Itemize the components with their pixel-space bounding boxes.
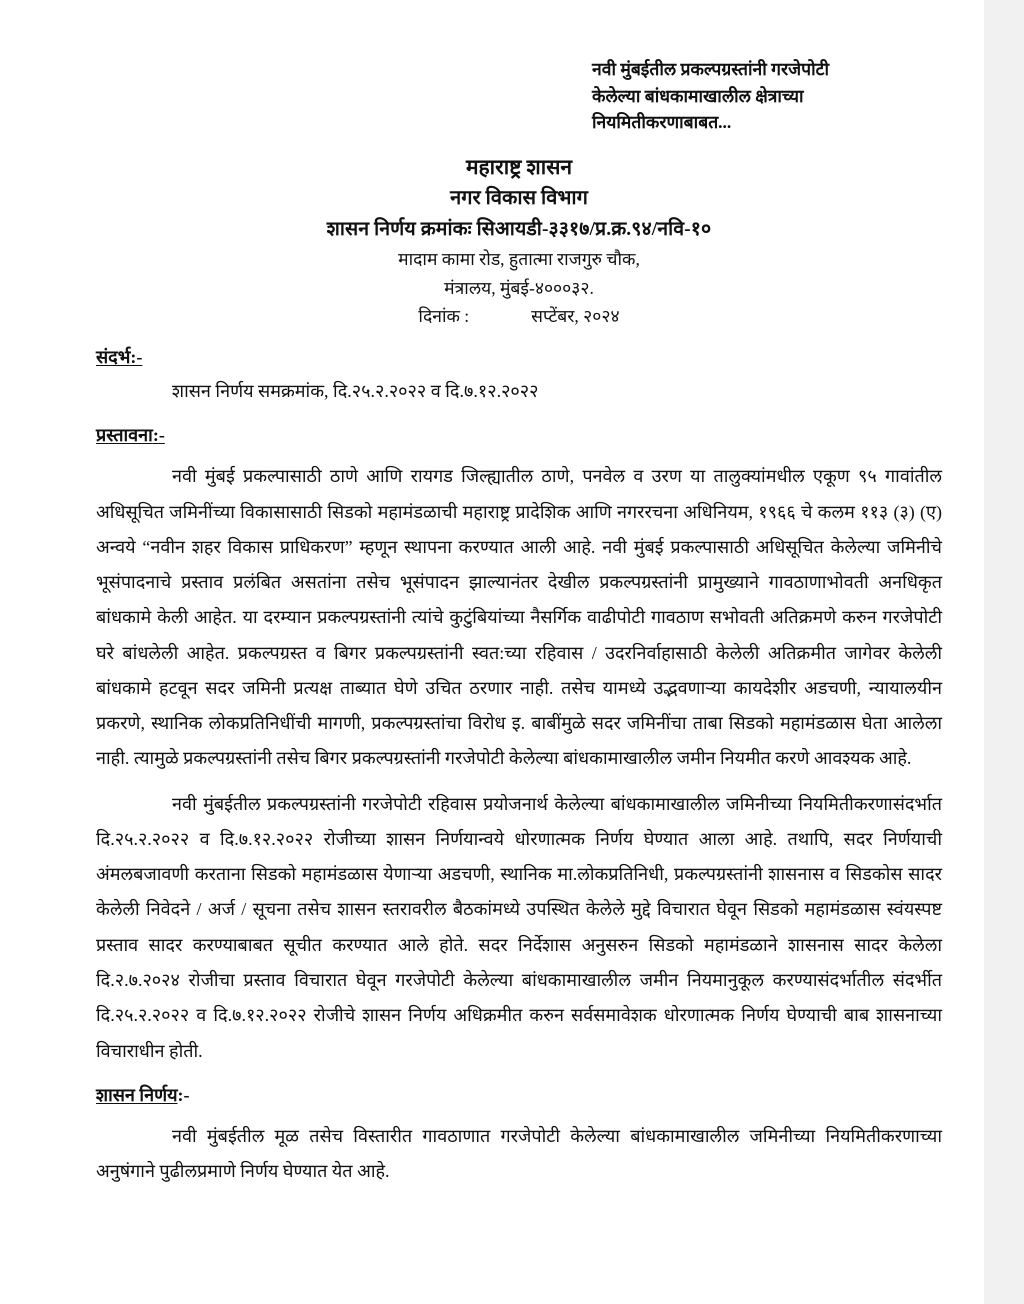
- gr-number: शासन निर्णय क्रमांकः सिआयडी-३३१७/प्र.क्र.९४/नवि-१०: [326, 219, 712, 241]
- preamble-paragraph-1: नवी मुंबई प्रकल्पासाठी ठाणे आणि रायगड जिल्ह्यातील ठाणे, पनवेल व उरण या तालुक्यांमधील एकूण ९५ गावांतील अधिसूचित जमिनींच्या विकासासाठी सिडको महामंडळाची महाराष्ट्र प्रादेशिक आणि नगररचना अधिनियम, १९६६ चे कलम ११३ (३) (ए) अन्वये “नवीन शहर विकास प्राधिकरण” म्हणून स्थापना करण्यात आली आहे. नवी मुंबई प्रकल्पासाठी अधिसूचित केलेल्या जमिनीचे भूसंपादनाचे प्रस्ताव प्रलंबित असतांना तसेच भूसंपादन झाल्यानंतर देखील प्रकल्पग्रस्तांनी प्रामुख्याने गावठाणाभोवती अनधिकृत बांधकामे केली आहेत. या दरम्यान प्रकल्पग्रस्तांनी त्यांचे कुटुंबियांच्या नैसर्गिक वाढीपोटी गावठाण सभोवती अतिक्रमणे करुन गरजेपोटी घरे बांधलेली आहेत. प्रकल्पग्रस्त व बिगर प्रकल्पग्रस्तांनी स्वत:च्या रहिवास / उदरनिर्वाहासाठी केलेली अतिक्रमीत जागेवर केलेली बांधकामे हटवून सदर जमिनी प्रत्यक्ष ताब्यात घेणे उचित ठरणार नाही. तसेच यामध्ये उद्भवणाऱ्या कायदेशीर अडचणी, न्यायालयीन प्रकरणे, स्थानिक लोकप्रतिनिधींची मागणी, प्रकल्पग्रस्तांचा विरोध इ. बाबींमुळे सदर जमिनींचा ताबा सिडको महामंडळास घेता आलेला नाही. त्यामुळे प्रकल्पग्रस्तांनी तसेच बिगर प्रकल्पग्रस्तांनी गरजेपोटी केलेल्या बांधकामाखालील जमीन नियमीत करणे आवश्यक आहे.: [96, 466, 942, 769]
- reference-heading: [96, 345, 942, 369]
- subject-line-2: केलेल्या बांधकामाखालील क्षेत्राच्या: [592, 85, 804, 106]
- reference-heading-suffix: :-: [130, 346, 143, 367]
- subject-block: [592, 56, 932, 136]
- decision-paragraph-1: नवी मुंबईतील मूळ तसेच विस्तारीत गावठाणात गरजेपोटी केलेल्या बांधकामाखालील जमिनीच्या नियमितीकरणाच्या अनुषंगाने पुढीलप्रमाणे निर्णय घेण्यात येत आहे.: [96, 1125, 942, 1182]
- government-name: महाराष्ट्र शासन: [465, 154, 573, 179]
- reference-heading-label: संदर्भ: [96, 346, 131, 367]
- subject-line-1: नवी मुंबईतील प्रकल्पग्रस्तांनी गरजेपोटी: [592, 59, 829, 79]
- preamble-heading-label: प्रस्तावना: [96, 425, 153, 446]
- preamble-paragraph-2: नवी मुंबईतील प्रकल्पग्रस्तांनी गरजेपोटी रहिवास प्रयोजनार्थ केलेल्या बांधकामाखालील जमिनीच्या नियमितीकरणासंदर्भात दि.२५.२.२०२२ व दि.७.१२.२०२२ रोजीच्या शासन निर्णयान्वये धोरणात्मक निर्णय घेण्यात आला आहे. तथापि, सदर निर्णयाची अंमलबजावणी करताना सिडको महामंडळास येणाऱ्या अडचणी, स्थानिक मा.लोकप्रतिनिधी, प्रकल्पग्रस्तांनी शासनास व सिडकोस सादर केलेली निवेदने / अर्ज / सूचना तसेच शासन स्तरावरील बैठकांमध्ये उपस्थित केलेले मुद्दे विचारात घेवून सिडको महामंडळास स्वंयस्पष्ट प्रस्ताव सादर करण्याबाबत सूचीत करण्यात आले होते. सदर निर्देशास अनुसरुन सिडको महामंडळाने शासनास सादर केलेला दि.२.७.२०२४ रोजीचा प्रस्ताव विचारात घेवून गरजेपोटी केलेल्या बांधकामाखालील जमीन नियमानुकूल करण्यासंदर्भातील संदर्भीत दि.२५.२.२०२२ व दि.७.१२.२०२२ रोजीचे शासन निर्णय अधिक्रमीत करुन सर्वसमावेशक धोरणात्मक निर्णय घेण्याची बाब शासनाच्या विचाराधीन होती.: [96, 793, 942, 1061]
- date-line: [96, 302, 942, 330]
- preamble-heading: [96, 423, 942, 447]
- department-name: नगर विकास विभाग: [450, 187, 588, 210]
- decision-heading-label: शासन निर्णय: [96, 1084, 178, 1105]
- subject-line-3: नियमितीकरणाबाबत...: [592, 112, 732, 133]
- address-line-1: मादाम कामा रोड, हुतात्मा राजगुरु चौक,: [398, 249, 640, 270]
- date-value: सप्टेंबर, २०२४: [531, 306, 620, 327]
- reference-text: शासन निर्णय समक्रमांक, दि.२५.२.२०२२ व दि.७.१२.२०२२: [172, 380, 539, 401]
- decision-heading-suffix: :-: [177, 1084, 190, 1105]
- decision-heading: [96, 1083, 942, 1107]
- letterhead: [96, 152, 942, 331]
- preamble-heading-suffix: :-: [152, 425, 165, 446]
- address-line-2: मंत्रालय, मुंबई-४०००३२.: [444, 277, 594, 298]
- date-label: दिनांक :: [418, 306, 470, 327]
- page-right-gutter: [984, 0, 1024, 1304]
